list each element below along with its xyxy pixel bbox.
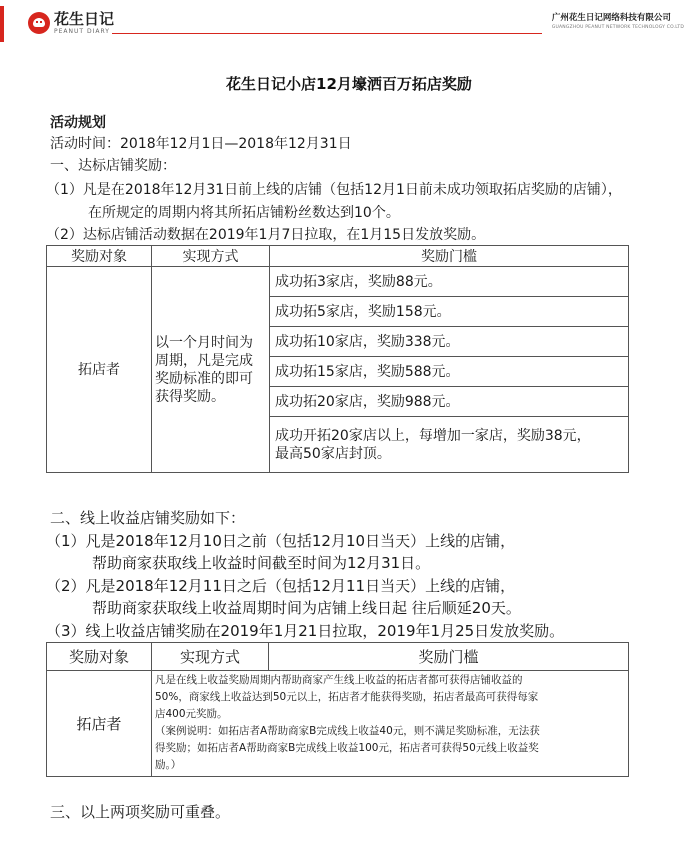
reward-table-1 xyxy=(46,245,629,473)
document-header xyxy=(0,0,698,52)
section2-item3: （3）线上收益店铺奖励在2019年1月21日拉取，2019年1月25日发放奖励。 xyxy=(46,622,565,640)
section2-item1-line1: （1）凡是2018年12月10日之前（包括12月10日当天）上线的店铺， xyxy=(46,532,516,550)
logo-name-en: PEANUT DIARY xyxy=(54,27,110,35)
reward-table-2 xyxy=(46,642,629,777)
rule-line: 励。） xyxy=(155,759,182,771)
reward-rule-cell xyxy=(152,671,629,777)
table-header-cell: 奖励门槛 xyxy=(269,643,629,671)
section3-heading: 三、以上两项奖励可重叠。 xyxy=(50,803,231,821)
table-row xyxy=(47,267,629,297)
section1-item2: （2）达标店铺活动数据在2019年1月7日拉取，在1月15日发放奖励。 xyxy=(46,227,486,243)
table-header-cell: 奖励对象 xyxy=(47,643,152,671)
threshold-cell: 成功拓10家店，奖励338元。 xyxy=(270,327,629,357)
table-header-row xyxy=(47,246,629,267)
reward-target-cell: 拓店者 xyxy=(47,671,152,777)
section2-item1-line2: 帮助商家获取线上收益时间截至时间为12月31日。 xyxy=(92,554,431,572)
threshold-cell-top xyxy=(270,417,629,473)
logo-name-cn: 花生日记 xyxy=(54,9,115,28)
method-line: 以一个月时间为 xyxy=(155,334,253,351)
rule-line: （案例说明：如拓店者A帮助商家B完成线上收益40元，则不满足奖励标准，无法获 xyxy=(155,725,540,737)
rule-line: 得奖励；如拓店者A帮助商家B完成线上收益100元，拓店者可获得50元线上收益奖 xyxy=(155,742,539,754)
threshold-cell: 成功拓15家店，奖励588元。 xyxy=(270,357,629,387)
rule-line: 凡是在线上收益奖励周期内帮助商家产生线上收益的拓店者都可获得店铺收益的 xyxy=(155,674,523,686)
section2-item2-line1: （2）凡是2018年12月11日之后（包括12月11日当天）上线的店铺， xyxy=(46,577,516,595)
section2-item2-line2: 帮助商家获取线上收益周期时间为店铺上线日起 往后顺延20天。 xyxy=(92,599,521,617)
document-title: 花生日记小店12月壕洒百万拓店奖励 xyxy=(226,75,472,93)
table-header-cell: 奖励对象 xyxy=(47,246,152,267)
section1-item1-line2: 在所规定的周期内将其所拓店铺粉丝数达到10个。 xyxy=(88,205,400,221)
rule-line: 50%，商家线上收益达到50元以上，拓店者才能获得奖励，拓店者最高可获得每家 xyxy=(155,691,539,703)
table-header-cell: 奖励门槛 xyxy=(270,246,629,267)
section1-heading: 一、达标店铺奖励： xyxy=(50,158,176,174)
plan-heading: 活动规划 xyxy=(50,115,106,131)
section1-item1-line1: （1）凡是在2018年12月31日前上线的店铺（包括12月1日前未成功领取拓店奖励的店铺）， xyxy=(46,182,622,198)
threshold-cell: 成功拓3家店，奖励88元。 xyxy=(270,267,629,297)
brand-logo xyxy=(28,10,114,36)
activity-period: 活动时间：2018年12月1日—2018年12月31日 xyxy=(50,136,352,152)
threshold-line: 成功开拓20家店以上，每增加一家店，奖励38元， xyxy=(275,427,591,444)
table-row xyxy=(47,671,629,777)
method-line: 周期，凡是完成 xyxy=(155,352,253,369)
table-header-row xyxy=(47,643,629,671)
company-name-cn: 广州花生日记网络科技有限公司 xyxy=(551,13,671,23)
header-divider xyxy=(112,33,542,34)
peanut-logo-icon xyxy=(28,12,50,34)
reward-target-cell: 拓店者 xyxy=(47,267,152,473)
section2-heading: 二、线上收益店铺奖励如下： xyxy=(50,509,246,527)
threshold-cell: 成功拓20家店，奖励988元。 xyxy=(270,387,629,417)
method-line: 奖励标准的即可 xyxy=(155,370,253,387)
method-line: 获得奖励。 xyxy=(155,388,225,405)
company-name xyxy=(552,14,684,30)
header-accent-bar xyxy=(0,6,4,42)
rule-line: 店400元奖励。 xyxy=(155,708,228,720)
threshold-cell: 成功拓5家店，奖励158元。 xyxy=(270,297,629,327)
table-header-cell: 实现方式 xyxy=(152,246,270,267)
threshold-line: 最高50家店封顶。 xyxy=(275,445,391,462)
company-name-en: GUANGZHOU PEANUT NETWORK TECHNOLOGY CO.LTD xyxy=(551,24,684,30)
reward-method-cell xyxy=(152,267,270,473)
table-header-cell: 实现方式 xyxy=(152,643,269,671)
